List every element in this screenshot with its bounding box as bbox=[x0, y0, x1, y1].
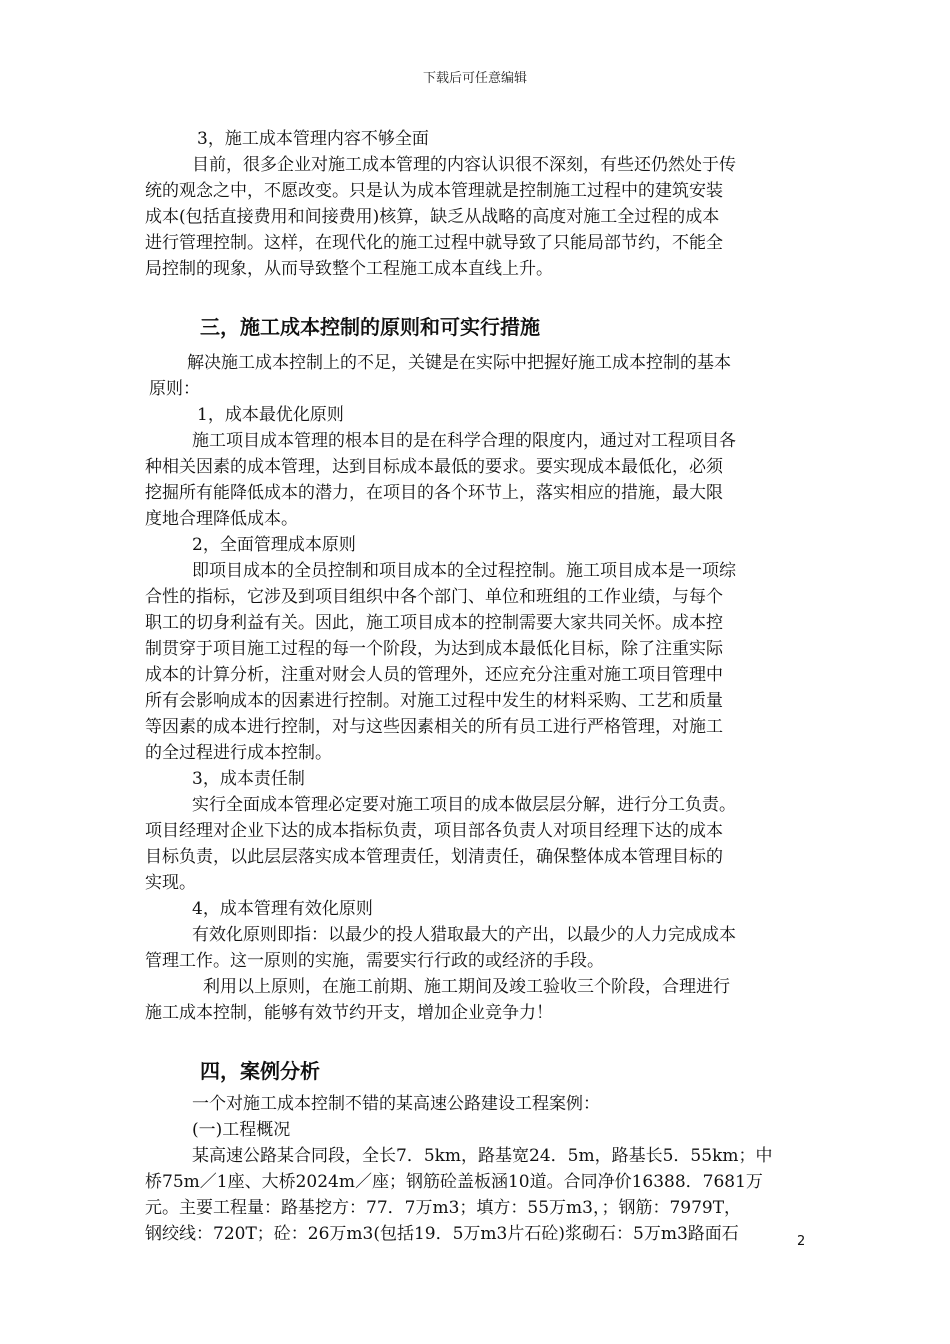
text-line: 目标负责，以此层层落实成本管理责任，划清责任，确保整体成本管理目标的 bbox=[145, 847, 723, 867]
text-line: 桥75m／1座、大桥2024m／座；钢筋砼盖板涵10道。合同净价16388．7681万 bbox=[145, 1172, 763, 1192]
text-line: 局控制的现象，从而导致整个工程施工成本直线上升。 bbox=[145, 259, 553, 279]
subsection-title: 3，施工成本管理内容不够全面 bbox=[197, 129, 429, 149]
text-line: 合性的指标，它涉及到项目组织中各个部门、单位和班组的工作业绩，与每个 bbox=[145, 587, 723, 607]
text-line: 进行管理控制。这样，在现代化的施工过程中就导致了只能局部节约，不能全 bbox=[145, 233, 723, 253]
subsection-title: (一)工程概况 bbox=[192, 1120, 291, 1140]
text-line: 挖掘所有能降低成本的潜力，在项目的各个环节上，落实相应的措施，最大限 bbox=[145, 483, 723, 503]
paragraph bbox=[145, 922, 813, 974]
text-line: 即项目成本的全员控制和项目成本的全过程控制。施工项目成本是一项综 bbox=[192, 561, 736, 581]
text-line: 度地合理降低成本。 bbox=[145, 509, 298, 529]
text-line: 的全过程进行成本控制。 bbox=[145, 743, 332, 763]
paragraph bbox=[145, 974, 813, 1026]
text-line: 实行全面成本管理必定要对施工项目的成本做层层分解，进行分工负责。 bbox=[192, 795, 736, 815]
page-number: 2 bbox=[797, 1234, 806, 1249]
text-line: 实现。 bbox=[145, 873, 196, 893]
text-line: 目前，很多企业对施工成本管理的内容认识很不深刻，有些还仍然处于传 bbox=[192, 155, 736, 175]
text-line: 管理工作。这一原则的实施，需要实行行政的或经济的手段。 bbox=[145, 951, 604, 971]
paragraph bbox=[145, 1143, 813, 1247]
text-line: 制贯穿于项目施工过程的每一个阶段，为达到成本最低化目标，除了注重实际 bbox=[145, 639, 723, 659]
text-line: 解决施工成本控制上的不足，关键是在实际中把握好施工成本控制的基本 bbox=[187, 353, 731, 373]
text-line: 钢绞线：720T；砼：26万m3(包括19．5万m3片石砼)浆砌石：5万m3路面石 bbox=[145, 1224, 739, 1244]
text-line: 原则： bbox=[149, 379, 200, 399]
text-line: 所有会影响成本的因素进行控制。对施工过程中发生的材料采购、工艺和质量 bbox=[145, 691, 723, 711]
text-line: 施工项目成本管理的根本目的是在科学合理的限度内，通过对工程项目各 bbox=[192, 431, 736, 451]
paragraph bbox=[145, 152, 813, 282]
paragraph bbox=[145, 428, 813, 532]
paragraph bbox=[145, 558, 813, 766]
text-line: 有效化原则即指：以最少的投人猎取最大的产出，以最少的人力完成成本 bbox=[192, 925, 736, 945]
principle-title: 1，成本最优化原则 bbox=[197, 405, 344, 425]
document-body bbox=[145, 126, 813, 1247]
paragraph bbox=[145, 792, 813, 896]
text-line: 职工的切身利益有关。因此，施工项目成本的控制需要大家共同关怀。成本控 bbox=[145, 613, 723, 633]
text-line: 元。主要工程量：路基挖方：77．7万m3；填方：55万m3，；钢筋：7979T， bbox=[145, 1198, 742, 1218]
paragraph bbox=[145, 350, 813, 402]
section-heading: 三，施工成本控制的原则和可实行措施 bbox=[200, 315, 540, 339]
text-line: 项目经理对企业下达的成本指标负责，项目部各负责人对项目经理下达的成本 bbox=[145, 821, 723, 841]
principle-title: 3，成本责任制 bbox=[192, 769, 305, 789]
text-line: 统的观念之中，不愿改变。只是认为成本管理就是控制施工过程中的建筑安装 bbox=[145, 181, 723, 201]
text-line: 种相关因素的成本管理，达到目标成本最低的要求。要实现成本最低化，必须 bbox=[145, 457, 723, 477]
principle-title: 4，成本管理有效化原则 bbox=[192, 899, 373, 919]
text-line: 成本(包括直接费用和间接费用)核算，缺乏从战略的高度对施工全过程的成本 bbox=[145, 207, 720, 227]
text-line: 一个对施工成本控制不错的某高速公路建设工程案例： bbox=[192, 1094, 600, 1114]
page-header: 下载后可任意编辑 bbox=[422, 71, 527, 86]
principle-title: 2，全面管理成本原则 bbox=[192, 535, 356, 555]
section-heading: 四，案例分析 bbox=[200, 1059, 320, 1083]
text-line: 利用以上原则，在施工前期、施工期间及竣工验收三个阶段，合理进行 bbox=[203, 977, 730, 997]
text-line: 成本的计算分析，注重对财会人员的管理外，还应充分注重对施工项目管理中 bbox=[145, 665, 723, 685]
text-line: 等因素的成本进行控制，对与这些因素相关的所有员工进行严格管理，对施工 bbox=[145, 717, 723, 737]
text-line: 施工成本控制，能够有效节约开支，增加企业竞争力！ bbox=[145, 1003, 553, 1023]
text-line: 某高速公路某合同段，全长7．5km，路基宽24．5m，路基长5．55km；中 bbox=[192, 1146, 773, 1166]
